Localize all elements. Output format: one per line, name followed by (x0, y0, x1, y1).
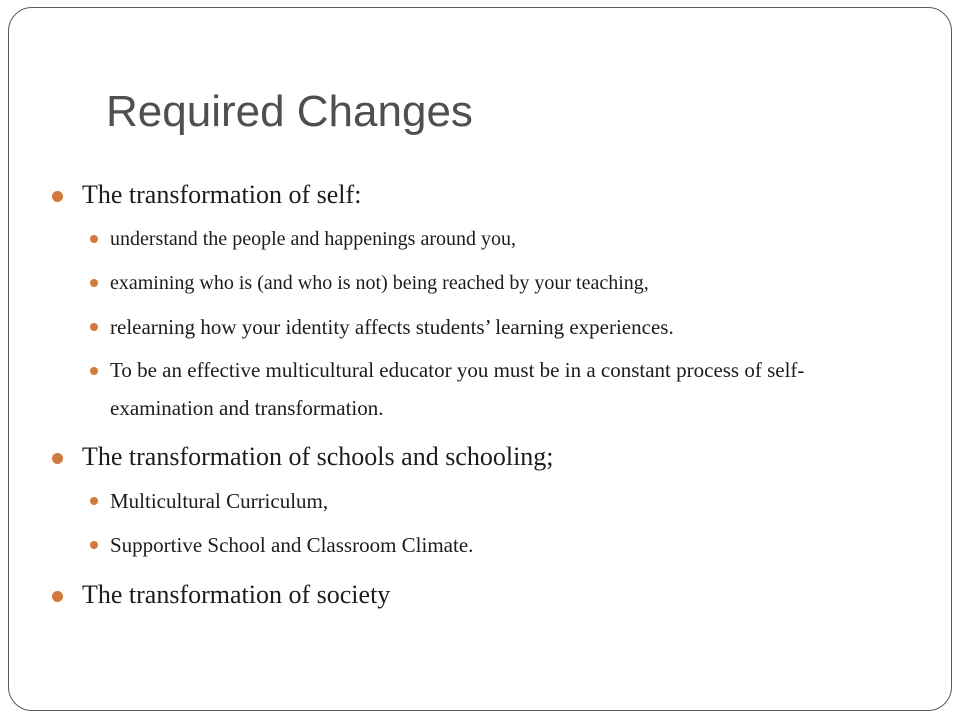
sub-bullet-text: examining who is (and who is not) being reached by your teaching, (110, 272, 649, 294)
bullet-dot (52, 191, 63, 202)
bullet-text: The transformation of schools and schooling; (82, 442, 554, 471)
sub-bullet-text: understand the people and happenings around you, (110, 228, 517, 250)
bullet-dot (52, 453, 63, 464)
sub-list-item (90, 263, 912, 303)
bullet-dot (90, 497, 98, 505)
bullet-dot (90, 279, 98, 287)
sub-bullet-text: To be an effective multicultural educator you must be in a constant process of self-examination and transformation. (110, 358, 805, 420)
sub-list-item (90, 481, 912, 521)
bullet-list (52, 177, 912, 613)
list-item (52, 439, 912, 475)
sub-bullet-text: Multicultural Curriculum, (110, 489, 329, 513)
sub-list-item (90, 525, 912, 565)
sub-list-item (90, 351, 912, 427)
bullet-dot (90, 367, 98, 375)
list-item (52, 177, 912, 213)
bullet-dot (52, 591, 63, 602)
sub-bullet-text: relearning how your identity affects students’ learning experiences. (110, 315, 674, 339)
bullet-text: The transformation of society (82, 580, 391, 609)
sub-list-item (90, 307, 912, 347)
bullet-dot (90, 323, 98, 331)
bullet-dot (90, 235, 98, 243)
sub-list-item (90, 219, 912, 259)
bullet-text: The transformation of self: (82, 180, 362, 209)
slide-title: Required Changes (106, 87, 473, 136)
list-item (52, 577, 912, 613)
bullet-dot (90, 541, 98, 549)
sub-bullet-text: Supportive School and Classroom Climate. (110, 533, 474, 557)
